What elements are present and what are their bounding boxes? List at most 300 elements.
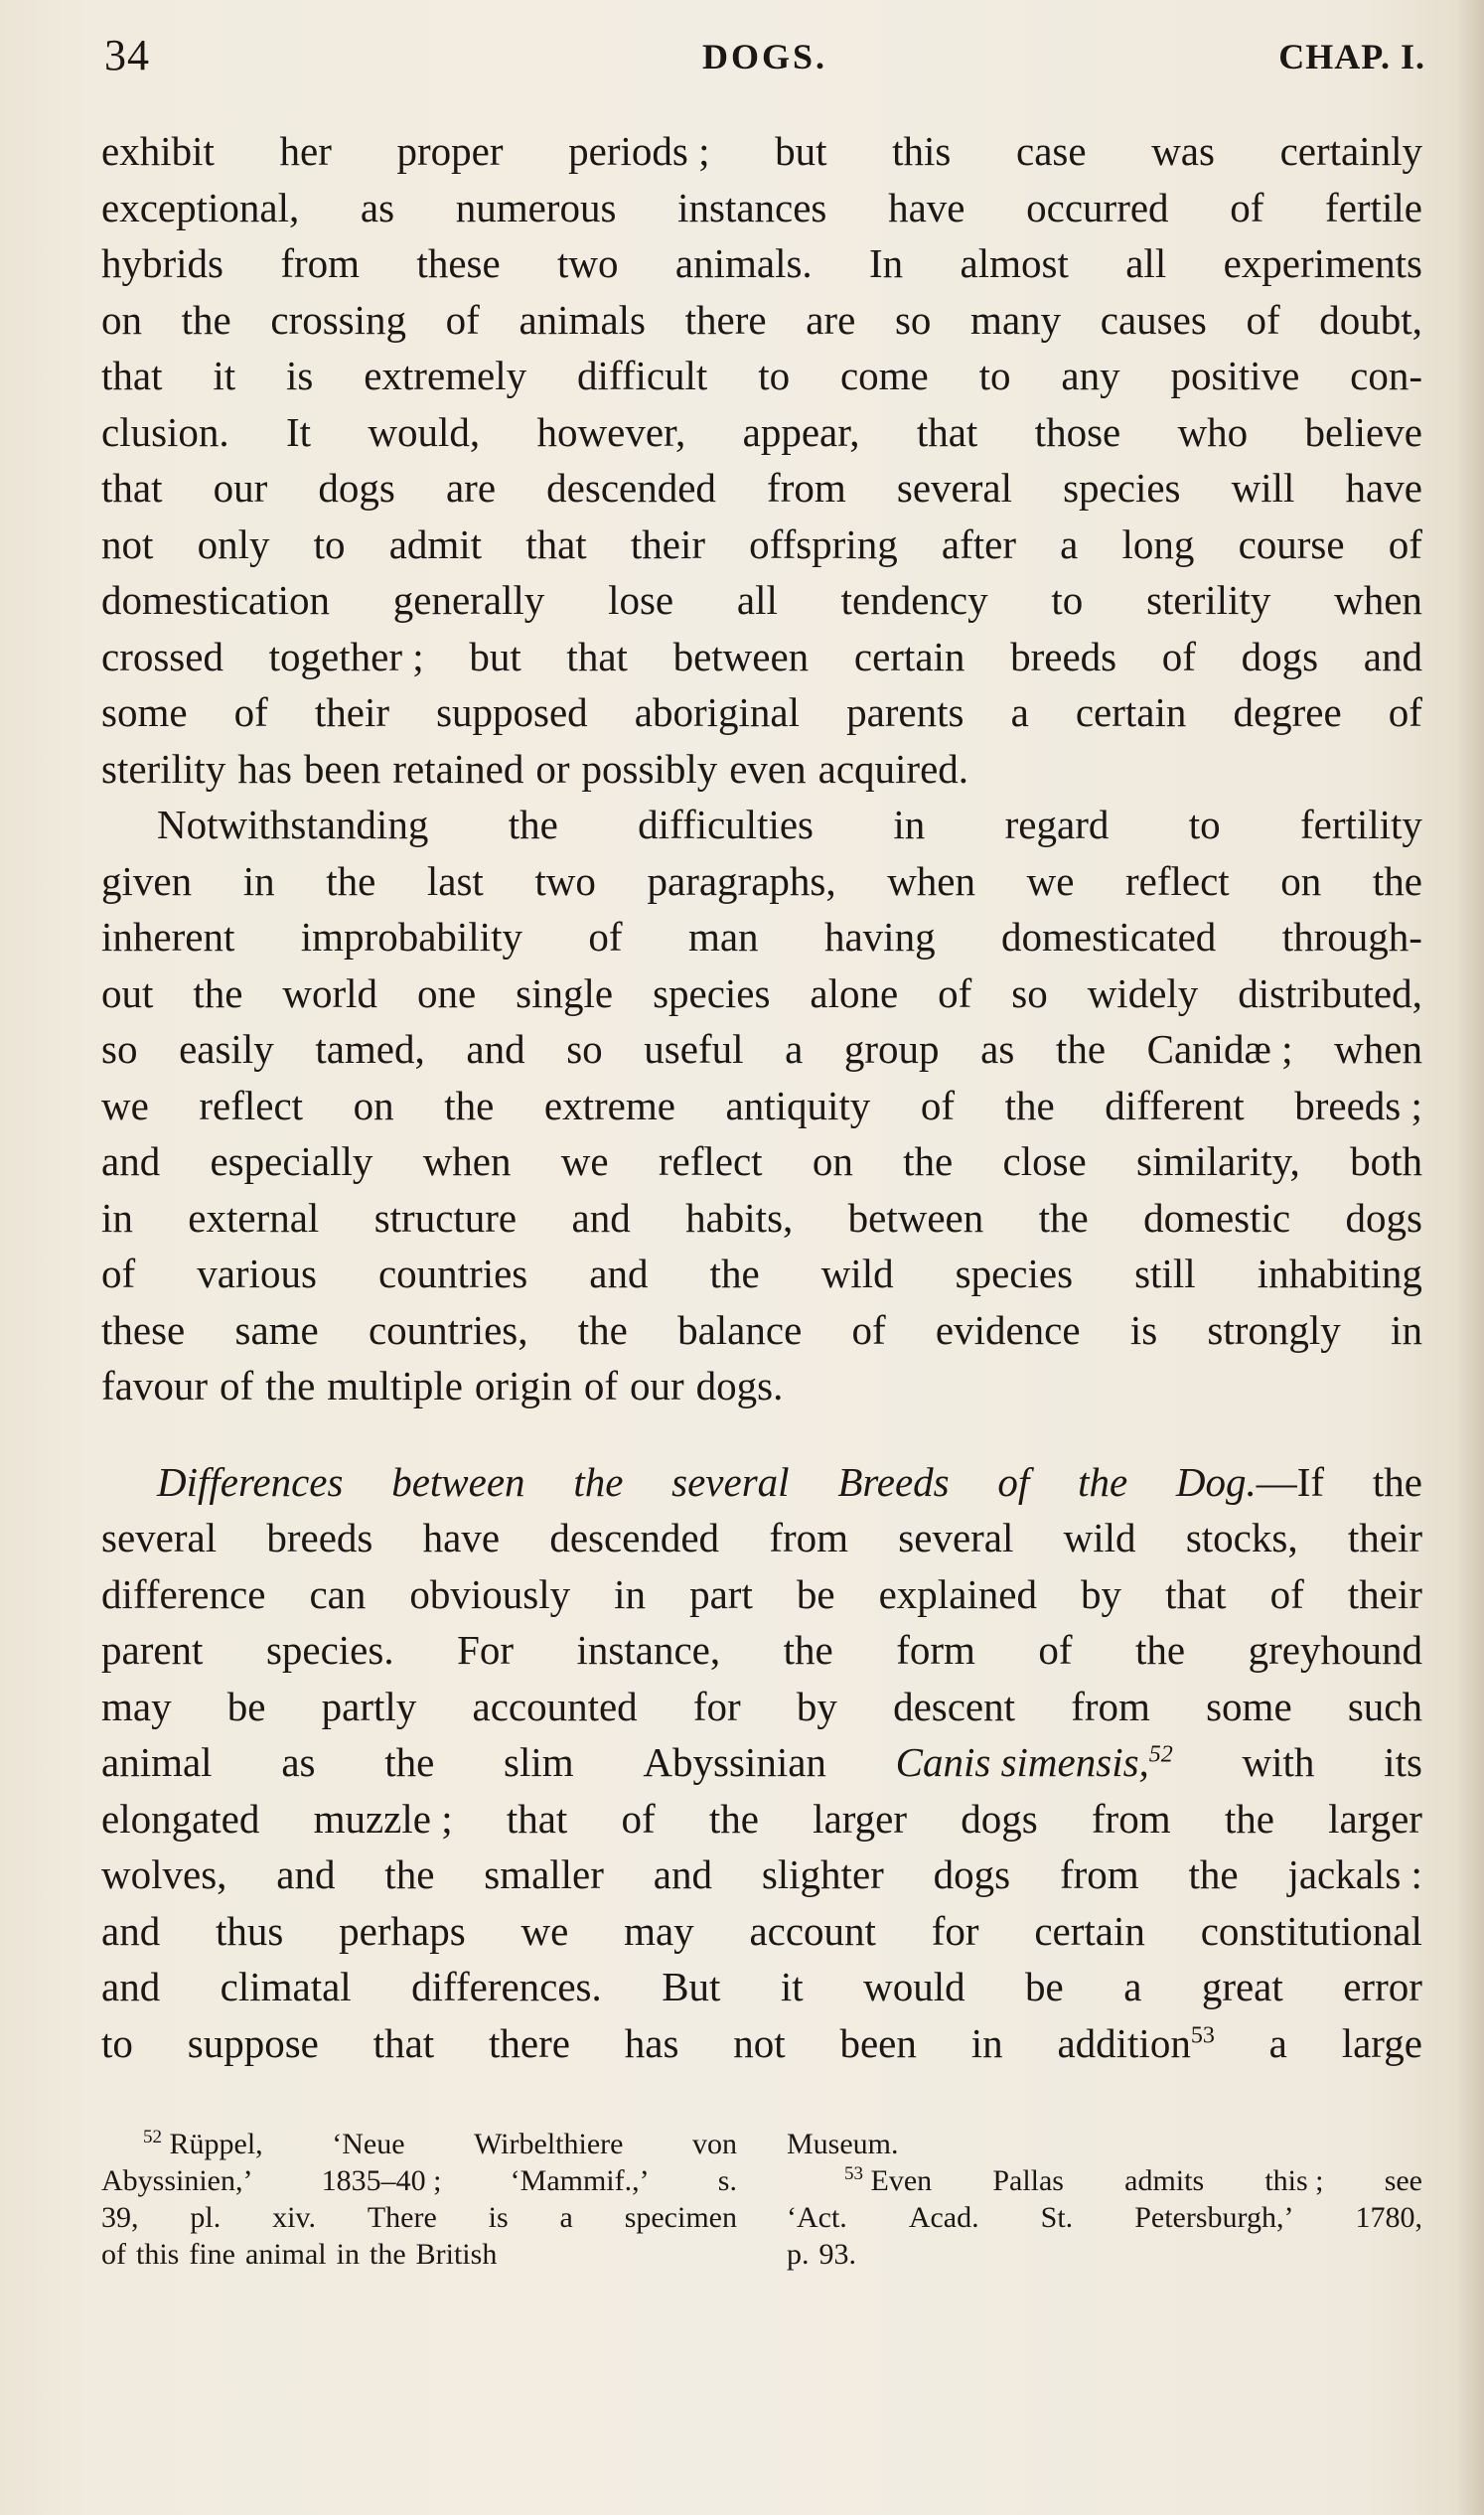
word: has — [237, 745, 292, 792]
word: can — [309, 1570, 367, 1617]
word: the — [1372, 1458, 1422, 1505]
word: specimen — [624, 2201, 737, 2234]
word: dogs — [961, 1795, 1038, 1842]
word: It — [286, 408, 312, 455]
word: to — [101, 2019, 133, 2066]
word: come — [839, 353, 929, 398]
text-line — [101, 965, 1422, 1022]
word: out — [101, 969, 154, 1016]
word: in — [970, 2019, 1003, 2066]
word: ‘Act. — [787, 2201, 847, 2234]
footnote-line — [101, 2126, 737, 2162]
text-line — [101, 909, 1422, 965]
word: in — [101, 1194, 133, 1241]
word: of — [997, 1458, 1030, 1505]
word: group — [843, 1026, 940, 1072]
word: p. — [787, 2238, 810, 2271]
footnote-line — [787, 2199, 1422, 2236]
word: that — [1165, 1570, 1227, 1617]
word: periods ; — [568, 128, 710, 174]
word: by — [796, 1683, 837, 1729]
word: in — [336, 2238, 360, 2271]
word: wild — [820, 1251, 894, 1296]
word: distributed, — [1238, 969, 1422, 1016]
footnote-line — [787, 2236, 1422, 2273]
word: of — [920, 1082, 956, 1128]
word: however, — [536, 408, 686, 455]
word: it — [213, 353, 236, 398]
word: Even — [863, 2164, 933, 2197]
word: constitutional — [1200, 1907, 1422, 1954]
word: from — [1071, 1683, 1150, 1729]
word: the — [1078, 1458, 1128, 1505]
footnote-ref: 52 — [1148, 1741, 1173, 1768]
word: almost — [960, 240, 1069, 286]
word: species. — [265, 1627, 394, 1673]
word: may — [101, 1683, 172, 1729]
word: last — [426, 857, 484, 904]
text-line — [101, 235, 1422, 292]
word: we — [560, 1138, 609, 1184]
word: form — [896, 1627, 975, 1673]
word: difference — [101, 1570, 266, 1617]
word: as — [980, 1026, 1015, 1072]
word: of — [621, 1795, 656, 1842]
word: especially — [210, 1138, 373, 1184]
word: from — [280, 240, 361, 286]
word: this — [892, 128, 952, 174]
word: lose — [608, 577, 674, 623]
word: Notwithstanding — [157, 802, 429, 847]
word: error — [1343, 1964, 1422, 2009]
word: on — [1280, 857, 1322, 904]
word: that — [101, 465, 163, 511]
word: 39, — [101, 2201, 139, 2234]
word: for — [931, 1907, 979, 1954]
word: her — [279, 128, 332, 174]
word: degree — [1233, 689, 1342, 735]
word: experiments — [1223, 240, 1422, 286]
word: the — [1224, 1795, 1274, 1842]
word: when — [422, 1138, 512, 1184]
word: man — [687, 914, 759, 960]
word: dogs — [1345, 1194, 1422, 1241]
word: of — [445, 296, 480, 343]
word: as — [281, 1739, 316, 1785]
word: in — [893, 802, 926, 847]
word: causes — [1100, 296, 1207, 343]
text-line — [101, 2015, 1422, 2072]
text-line — [101, 1791, 1422, 1848]
word: generally — [392, 577, 545, 623]
word: s. — [717, 2164, 737, 2197]
word: hybrids — [101, 240, 223, 286]
word: of — [1388, 520, 1422, 567]
word: aboriginal — [634, 689, 800, 735]
word: alone — [810, 969, 899, 1016]
word: any — [1061, 353, 1120, 398]
word: the — [903, 1138, 954, 1184]
word: for — [692, 1683, 741, 1729]
word: For — [457, 1627, 515, 1673]
word: their — [1347, 1515, 1422, 1560]
word: some — [1206, 1683, 1292, 1729]
word: those — [1034, 408, 1121, 455]
word: have — [888, 184, 965, 230]
word: to — [1051, 577, 1084, 623]
word: Acad. — [908, 2201, 979, 2234]
word: these — [416, 240, 501, 286]
word: difficulties — [638, 802, 815, 847]
word: be — [796, 1570, 835, 1617]
word: similarity, — [1136, 1138, 1300, 1184]
word: the — [326, 857, 376, 904]
word: But — [662, 1964, 721, 2009]
word: in — [1391, 1306, 1422, 1353]
word: species — [955, 1251, 1074, 1296]
word: ‘Mammif.,’ — [510, 2164, 650, 2197]
word: extremely — [364, 353, 527, 398]
word: between — [672, 633, 810, 679]
word: Pallas — [992, 2164, 1064, 2197]
word: and — [101, 1138, 161, 1184]
running-head — [104, 28, 1425, 87]
word: descended — [549, 1515, 720, 1560]
word: our — [213, 465, 268, 511]
page-number: 34 — [104, 31, 150, 79]
word: from — [1059, 1851, 1139, 1897]
text-line — [101, 348, 1422, 404]
word: difficult — [577, 353, 708, 398]
text-line — [101, 180, 1422, 236]
word: be — [1025, 1964, 1064, 2009]
text-line — [101, 1679, 1422, 1735]
word: acquired. — [817, 745, 969, 792]
word: are — [806, 296, 856, 343]
word: the — [577, 1306, 628, 1353]
word: von — [692, 2128, 737, 2160]
word: or — [535, 745, 570, 792]
word: of — [1161, 633, 1196, 679]
word: external — [188, 1194, 320, 1241]
word: inherent — [101, 914, 235, 960]
word: proper — [396, 128, 504, 174]
word: between — [391, 1458, 525, 1505]
word: but — [775, 128, 827, 174]
running-title: DOGS. — [701, 37, 828, 76]
word: so — [101, 1026, 138, 1072]
word: the — [508, 802, 558, 847]
word: the — [709, 1251, 760, 1296]
word: Museum. — [787, 2128, 899, 2160]
word: larger — [1328, 1795, 1422, 1842]
word: when — [1334, 577, 1422, 623]
text-line — [101, 1847, 1422, 1903]
word: of — [1246, 296, 1280, 343]
word: not — [101, 520, 154, 567]
word: of — [938, 969, 972, 1016]
word: the — [193, 969, 243, 1016]
word: the — [1135, 1627, 1186, 1673]
word: addition$^{53}$ — [1057, 2019, 1215, 2066]
word: of — [101, 2238, 126, 2271]
word: retained — [392, 745, 524, 792]
word: is — [488, 2201, 509, 2234]
word: on — [812, 1138, 853, 1184]
word: parent — [101, 1627, 204, 1673]
word: it — [780, 1964, 804, 2009]
text-line — [101, 1133, 1422, 1190]
word: certain — [853, 633, 965, 679]
word: domestic — [1143, 1194, 1291, 1241]
word: the — [1038, 1194, 1089, 1241]
word: from — [769, 1515, 849, 1560]
word: various — [197, 1251, 317, 1296]
word: inhabiting — [1257, 1251, 1422, 1296]
word: countries — [377, 1251, 528, 1296]
word: useful — [644, 1026, 744, 1072]
word: a — [559, 2201, 573, 2234]
footnote-column-right — [787, 2126, 1422, 2273]
text-line — [101, 1734, 1422, 1791]
word: numerous — [455, 184, 617, 230]
word: is — [286, 353, 314, 398]
section-heading-line — [101, 1454, 1422, 1511]
word: breeds — [266, 1515, 373, 1560]
word: animals. — [674, 240, 813, 286]
text-line — [101, 1302, 1422, 1359]
word: from — [1091, 1795, 1171, 1842]
text-line — [101, 1358, 1422, 1414]
word: not — [733, 2019, 786, 2066]
word: having — [823, 914, 936, 960]
word: wolves, — [101, 1851, 227, 1897]
footnote-line — [101, 2236, 737, 2273]
text-line — [101, 1510, 1422, 1566]
word: St. — [1040, 2201, 1074, 2234]
word: on — [353, 1082, 394, 1128]
word: extreme — [543, 1082, 675, 1128]
word: two — [557, 240, 619, 286]
footnote-number: 53 — [844, 2163, 863, 2184]
word: evidence — [935, 1306, 1081, 1353]
word: by — [1081, 1570, 1122, 1617]
word: to — [758, 353, 791, 398]
footnote-column-left — [101, 2126, 737, 2273]
word: improbability — [300, 914, 522, 960]
word: part — [689, 1570, 753, 1617]
text-line — [101, 1903, 1422, 1960]
word: possibly — [581, 745, 718, 792]
paragraph — [101, 1454, 1422, 2072]
word: have — [1345, 465, 1422, 511]
word: all — [1125, 240, 1167, 286]
word: widely — [1087, 969, 1199, 1016]
word: still — [1134, 1251, 1196, 1296]
word: wild — [1063, 1515, 1136, 1560]
word: Dog.—If — [1175, 1458, 1325, 1505]
word: have — [422, 1515, 501, 1560]
word: and — [1363, 633, 1422, 679]
word: their — [630, 520, 705, 567]
word: occurred — [1026, 184, 1169, 230]
word: we — [520, 1907, 569, 1954]
word: Abyssinian — [643, 1739, 826, 1785]
word: obviously — [409, 1570, 571, 1617]
word: course — [1238, 520, 1345, 567]
word: British — [415, 2238, 498, 2271]
word: that — [372, 2019, 435, 2066]
word: of — [1230, 184, 1264, 230]
word: their — [314, 689, 389, 735]
word: are — [445, 465, 497, 511]
word: structure — [373, 1194, 518, 1241]
word: regard — [1004, 802, 1110, 847]
word: but — [469, 633, 521, 679]
word: of — [220, 1363, 254, 1408]
word: world — [282, 969, 378, 1016]
word: and — [589, 1251, 649, 1296]
word: fertile — [1325, 184, 1422, 230]
word: paragraphs, — [647, 857, 836, 904]
word: its — [1384, 1739, 1422, 1785]
text-line — [101, 517, 1422, 573]
word: admit — [388, 520, 483, 567]
text-line — [101, 1959, 1422, 2015]
word: muzzle ; — [313, 1795, 453, 1842]
word: clusion. — [101, 408, 229, 455]
word: who — [1177, 408, 1249, 455]
word: was — [1151, 128, 1215, 174]
word: descended — [546, 465, 716, 511]
word: to — [1188, 802, 1221, 847]
word: Breeds — [837, 1458, 950, 1505]
word: There — [367, 2201, 437, 2234]
footnote-marker — [143, 2126, 263, 2162]
word: certainly — [1279, 128, 1422, 174]
word: and — [101, 1964, 161, 2009]
word: that — [101, 353, 163, 398]
word: one — [417, 969, 477, 1016]
word: exceptional, — [101, 184, 300, 230]
word: two — [534, 857, 596, 904]
word: differences. — [411, 1964, 602, 2009]
word: of — [233, 689, 268, 735]
word: between — [847, 1194, 984, 1241]
footnote-marker — [844, 2162, 932, 2199]
word: Rüppel, — [162, 2128, 263, 2160]
word: so — [566, 1026, 603, 1072]
word: animals — [519, 296, 646, 343]
footnote-number: 52 — [143, 2127, 162, 2147]
word: xiv. — [272, 2201, 316, 2234]
text-line — [101, 1246, 1422, 1302]
word: large — [1341, 2019, 1422, 2066]
word: doubt, — [1319, 296, 1422, 343]
text-line — [101, 1021, 1422, 1078]
word: 93. — [818, 2238, 856, 2271]
word: favour — [101, 1363, 209, 1408]
word: multiple — [327, 1363, 463, 1408]
word: supposed — [436, 689, 588, 735]
word: a — [1010, 689, 1029, 735]
footnote-line — [101, 2162, 737, 2199]
word: smaller — [484, 1851, 604, 1897]
word: 1780, — [1355, 2201, 1422, 2234]
word: and — [101, 1907, 161, 1954]
word: that — [506, 1795, 568, 1842]
word: pl. — [190, 2201, 222, 2234]
word: with — [1242, 1739, 1315, 1785]
word: stocks, — [1185, 1515, 1298, 1560]
word: suppose — [187, 2019, 319, 2066]
word: their — [1347, 1570, 1422, 1617]
word: in — [242, 857, 275, 904]
word: instance, — [576, 1627, 721, 1673]
word: case — [1016, 128, 1087, 174]
word: this ; — [1264, 2164, 1324, 2197]
word: through- — [1281, 914, 1422, 960]
word: perhaps — [339, 1907, 466, 1954]
text-line — [101, 404, 1422, 461]
word: certain — [1034, 1907, 1145, 1954]
word: several — [671, 1458, 790, 1505]
word: breeds — [1010, 633, 1117, 679]
text-line — [101, 1622, 1422, 1679]
word: a — [1123, 1964, 1142, 2009]
word: parents — [846, 689, 965, 735]
word: that — [525, 520, 587, 567]
chapter-mark: CHAP. I. — [1278, 37, 1425, 76]
word: of — [1038, 1627, 1073, 1673]
word: so — [1011, 969, 1048, 1016]
word: positive — [1170, 353, 1300, 398]
word: reflect — [199, 1082, 304, 1128]
word: dogs — [1241, 633, 1319, 679]
word: jackals : — [1287, 1851, 1422, 1897]
word: breeds ; — [1294, 1082, 1422, 1128]
word: single — [516, 969, 614, 1016]
text-line — [101, 292, 1422, 349]
word: the — [444, 1082, 495, 1128]
word: so — [894, 296, 932, 343]
word: descent — [893, 1683, 1016, 1729]
word: dogs. — [695, 1363, 784, 1408]
word: there — [488, 2019, 570, 2066]
word: a — [785, 1026, 804, 1072]
word: exhibit — [101, 128, 215, 174]
section-gap — [101, 1414, 1422, 1454]
word: been — [839, 2019, 917, 2066]
word: we — [1026, 857, 1075, 904]
word: Canis simensis,$^{52}$ — [895, 1739, 1173, 1785]
word: reflect — [1125, 857, 1230, 904]
word: there — [684, 296, 767, 343]
text-line — [101, 684, 1422, 741]
word: several — [898, 1515, 1014, 1560]
word: admits — [1124, 2164, 1205, 2197]
word: has — [624, 2019, 679, 2066]
word: our — [630, 1363, 684, 1408]
word: been — [303, 745, 381, 792]
word: Petersburgh,’ — [1134, 2201, 1294, 2234]
word: domesticated — [1001, 914, 1217, 960]
text-line — [101, 572, 1422, 629]
word: the — [265, 1363, 316, 1408]
word: together ; — [268, 633, 424, 679]
word: the — [1188, 1851, 1239, 1897]
word: larger — [813, 1795, 908, 1842]
